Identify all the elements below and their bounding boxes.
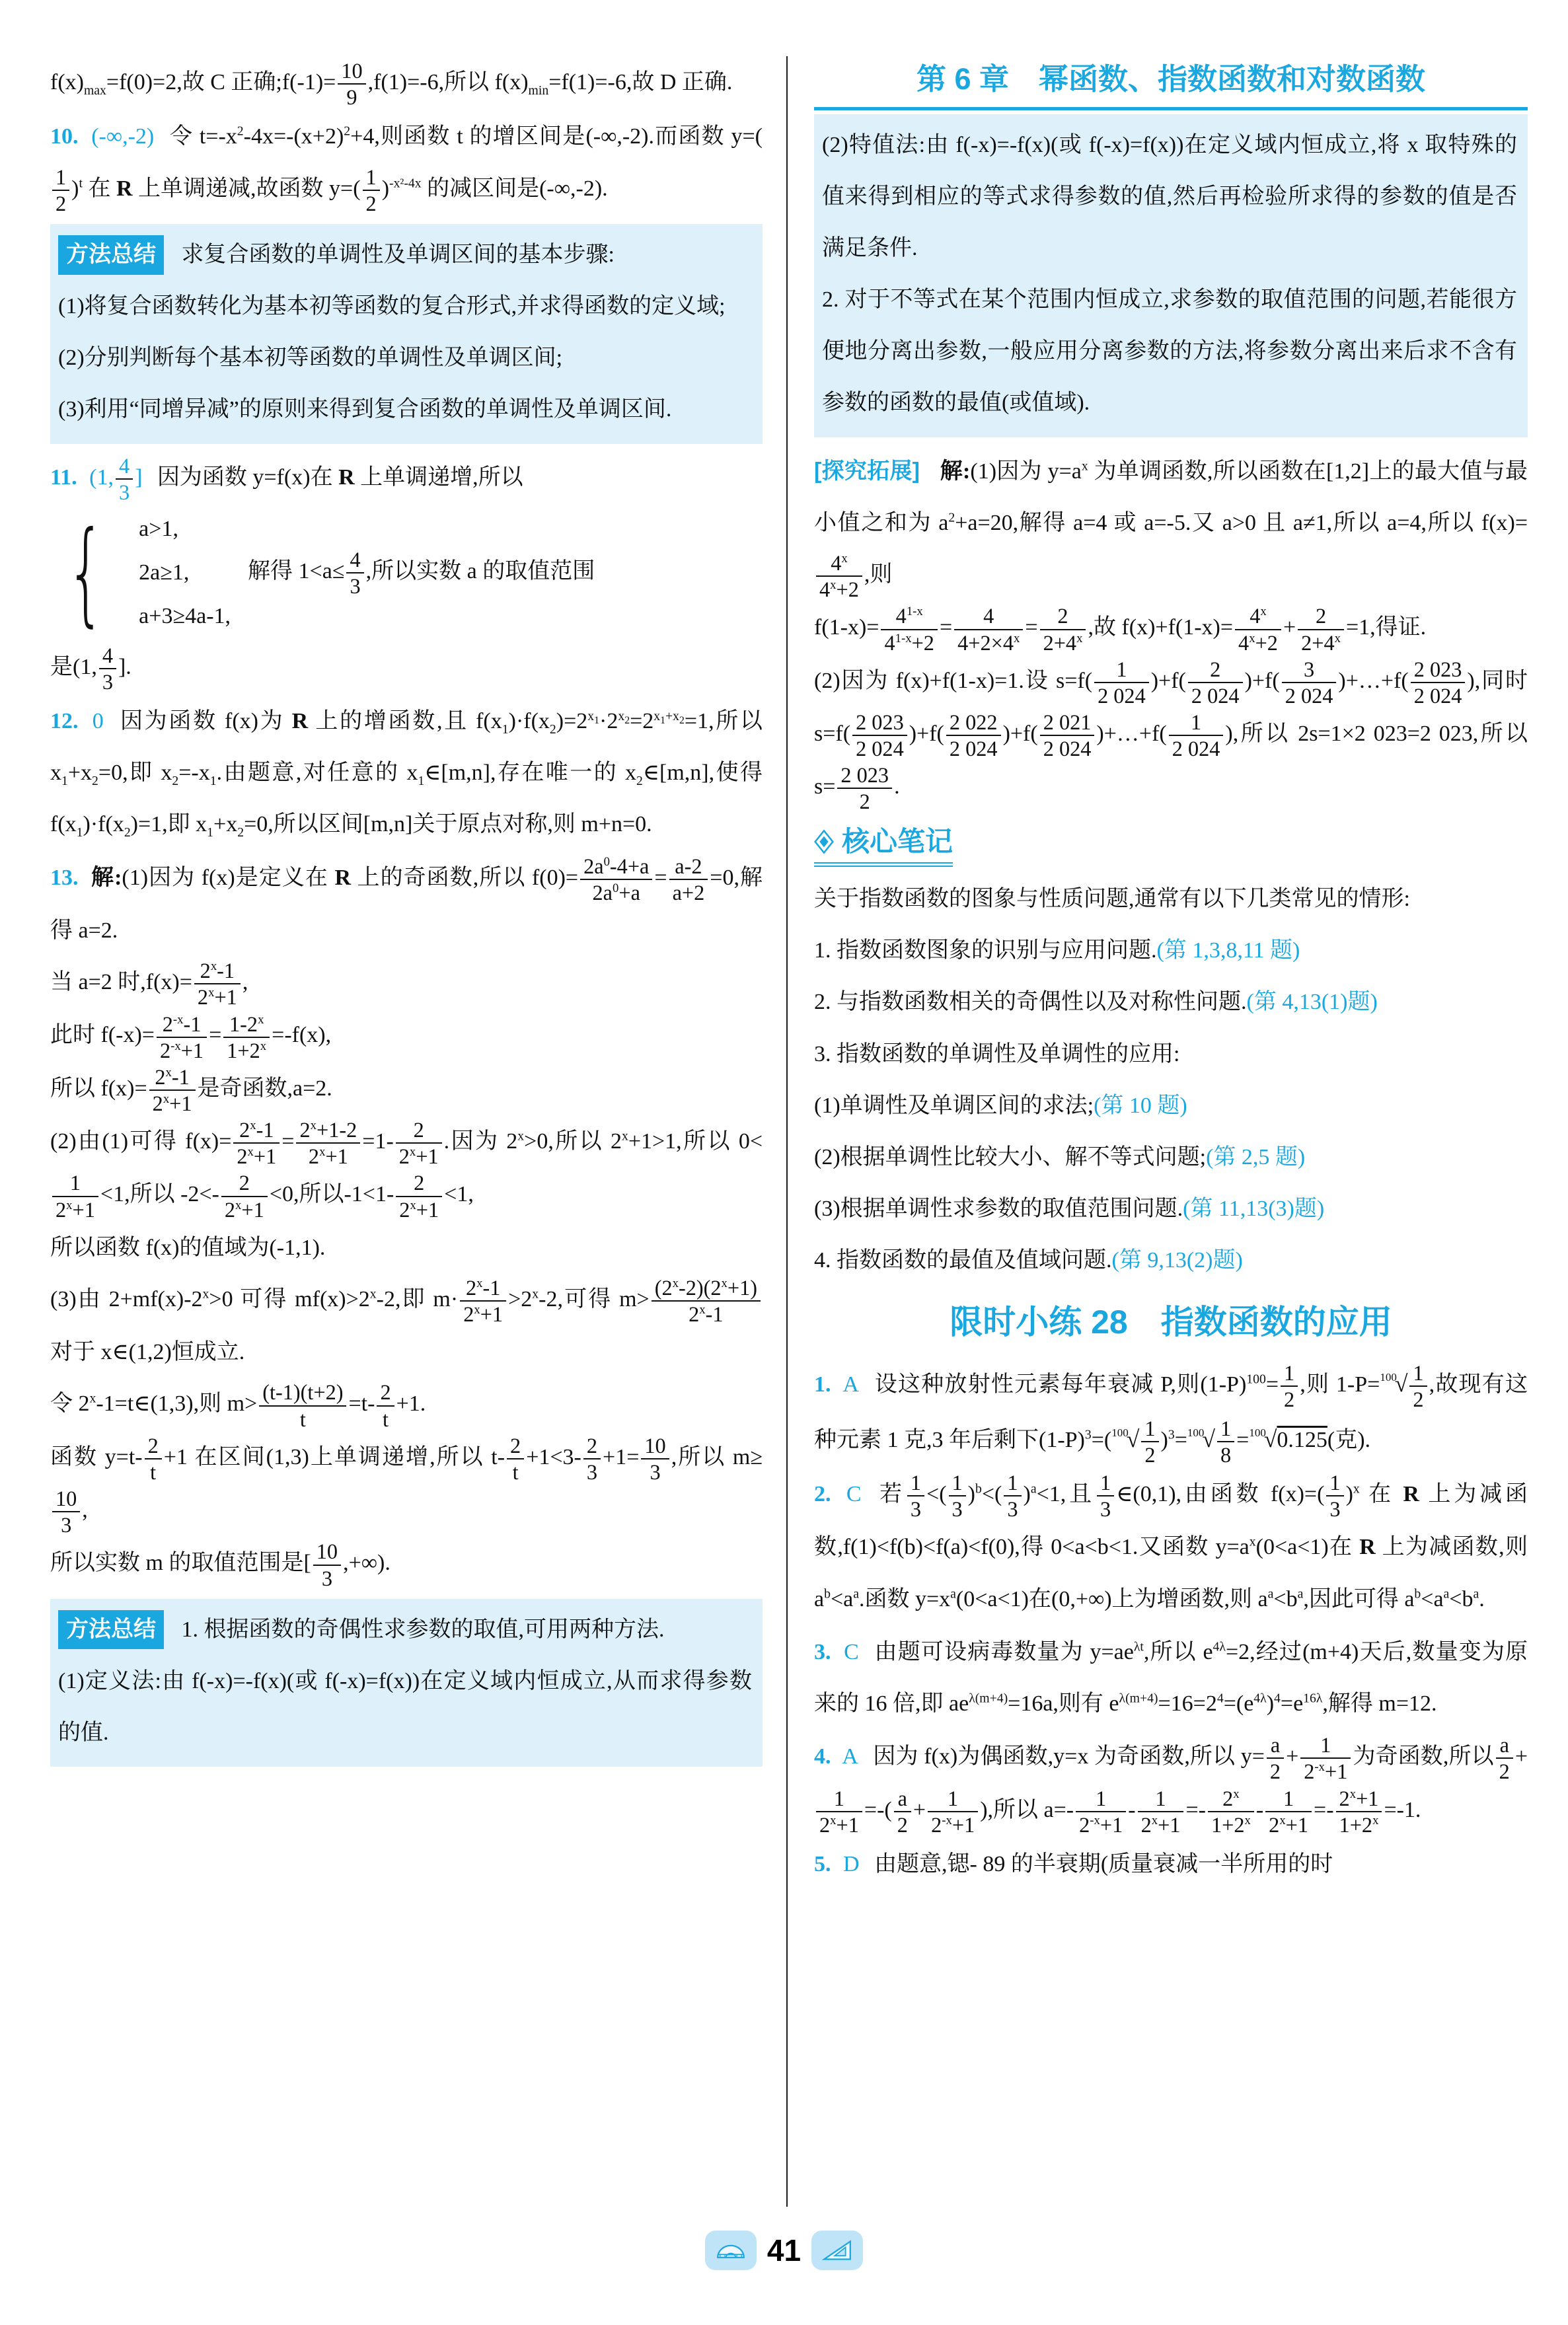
answer-value: (-∞,-2) bbox=[91, 124, 155, 149]
right-column bbox=[814, 57, 1528, 1890]
solution-text: 解:(1)因为 $y=a^x$ 为单调函数,所以函数在[1,2]上的最大值与最小值之和为 $a^2+a=20$,解得 a=4 或 a=-5.又 a>0 且 a≠1,所以 a=4,所以 f(x)= $\frac{4^x}{4^x+2}$ ,则 bbox=[814, 459, 1528, 602]
answer-item-10 bbox=[50, 111, 763, 216]
solution-text: 解:(1)因为 f(x)是定义在 R 上的奇函数,所以 f(0)= $\frac{2a^0-4+a}{2a^0+a}$ = $\frac{a-2}{a+2}$ =0,解得 a=2. bbox=[50, 854, 763, 943]
solution-text: 因为函数 f(x)为 R 上的增函数,且 $f(x_1)\cdot f(x_2)=2^{x_1}\cdot 2^{x_2}=2^{x_1+x_2}=1$,所以 $x_1+x_2=0$,即 $x_2=-x_1$.由题意,对任意的 $x_1\in[m,n]$,存在唯一的 $x_2\in[m,n]$,使得 $f(x_1)\cdot f(x_2)=1$,即 $x_1+x_2=0$,所以区间[m,n]关于原点对称,则 m+n=0. bbox=[50, 708, 763, 840]
solution-text: 所以实数 m 的取值范围是[ $\frac{10}{3}$ ,+∞). bbox=[50, 1539, 391, 1590]
summary-intro: 1. 根据函数的奇偶性求参数的取值,可用两种方法. bbox=[181, 1617, 665, 1642]
carryover-paragraph: $f(x)_{max}=f(0)=2$,故 C 正确;f(-1)= $\frac{10}{9}$ ,f(1)=-6,所以 $f(x)_{min}=f(1)=-6$,故 D 正确. bbox=[50, 59, 733, 110]
solution-text: 由题可设病毒数量为 $y=ae^{\lambda t}$,所以 $e^{4\lambda}=2$,经过(m+4)天后,数量变为原来的 16 倍,即 $ae^{\lambda(m+4)}=16a$,则有 $e^{\lambda(m+4)}=16=2^4=(e^{4\lambda})^4=e^{16\lambda}$,解得 m=12. bbox=[814, 1639, 1528, 1716]
core-note: (2)根据单调性比较大小、解不等式问题;(第 2,5 题) bbox=[814, 1144, 1306, 1169]
question-number: 3. bbox=[814, 1639, 831, 1664]
set-square-icon bbox=[811, 2231, 863, 2270]
answer-item-2 bbox=[814, 1469, 1528, 1625]
summary-step: (2)分别判断每个基本初等函数的单调性及单调区间; bbox=[58, 346, 563, 371]
explore-expand-paragraph bbox=[814, 445, 1528, 603]
answer-value: (1, $\frac{4}{3}$ ] bbox=[89, 453, 143, 504]
core-note: 3. 指数函数的单调性及单调性的应用: bbox=[814, 1041, 1180, 1066]
core-notes-intro: 关于指数函数的图象与性质问题,通常有以下几类常见的情形: bbox=[814, 887, 1410, 912]
answer-value: 0 bbox=[92, 709, 104, 734]
summary-step: 2. 对于不等式在某个范围内恒成立,求参数的取值范围的问题,若能很方便地分离出参数,一般应用分离参数的方法,将参数分离出来后求不含有参数的函数的最值(或值域). bbox=[822, 287, 1517, 416]
system-of-inequalities bbox=[50, 507, 763, 639]
solution-text: (3)由 $2+mf(x)-2^x>0$ 可得 $mf(x)>2^x-2$,即 m· $\frac{2^x-1}{2^x+1}$ $>2^x-2$,可得 m> $\frac{(2^x-2)(2^x+1)}{2^x-1}$ 对于 x∈(1,2)恒成立. bbox=[50, 1274, 763, 1379]
core-note: 2. 与指数函数相关的奇偶性以及对称性问题.(第 4,13(1)题) bbox=[814, 990, 1378, 1015]
solution-text: (2)因为 f(x)+f(1-x)=1.设 s=f( $\frac{1}{2 024}$ )+f( $\frac{2}{2 024}$ )+f( $\frac{3}{2 024}$ )+…+f( $\frac{2 023}{2 024}$ ),同时 s=f( $\frac{2 023}{2 024}$ )+f( $\frac{2 022}{2 024}$ )+f( $\frac{2 021}{2 024}$ )+…+f( $\frac{1}{2 024}$ ),所以 2s=1×2 023=2 023,所以 s= $\frac{2 023}{2}$ . bbox=[814, 657, 1528, 814]
answer-letter: A bbox=[842, 1372, 859, 1397]
drill-section-title: 限时小练 28 指数函数的应用 bbox=[950, 1303, 1392, 1341]
core-note: (1)单调性及单调区间的求法;(第 10 题) bbox=[814, 1093, 1187, 1118]
summary-step: (2)特值法:由 f(-x)=-f(x)(或 f(-x)=f(x))在定义域内恒成立,将 x 取特殊的值来得到相应的等式求得参数的值,然后再检验所求得的参数的值是否满足条件. bbox=[822, 132, 1517, 260]
question-number: 1. bbox=[814, 1372, 831, 1397]
solution-text: 若 $\frac{1}{3}$ <( $\frac{1}{3}$ )$^b$<( $\frac{1}{3}$ )$^a$<1,且 $\frac{1}{3}$ ∈(0,1),由函数 f(x)=( $\frac{1}{3}$ )$^x$ 在 R 上为减函数,f(1)<f(b)<f(a)<f(0),得 0<a<b<1.又函数 $y=a^x(0<a<1)$在 R 上为减函数,则 $a^b<a^a$.函数 $y=x^a(0<a<1)$在(0,+∞)上为增函数,则 $a^a<b^a$,因此可得 $a^b<a^a<b^a$. bbox=[814, 1471, 1528, 1611]
left-brace: { bbox=[66, 507, 106, 638]
case-line: 2a≥1, bbox=[139, 560, 190, 585]
diamond-icon bbox=[814, 829, 834, 854]
page-footer bbox=[0, 2231, 1568, 2270]
question-number: 12. bbox=[50, 709, 79, 734]
answer-letter: D bbox=[843, 1851, 860, 1876]
solution-text: 函数 y=t- $\frac{2}{t}$ +1 在区间(1,3)上单调递增,所以 t- $\frac{2}{t}$ +1<3- $\frac{2}{3}$ +1= $\frac{10}{3}$ ,所以 m≥ $\frac{10}{3}$ , bbox=[50, 1433, 763, 1537]
core-notes-header bbox=[814, 824, 953, 867]
method-summary-box bbox=[50, 1599, 763, 1767]
solution-text: 令 $2^x-1=t\in(1,3)$,则 m> $\frac{(t-1)(t+2)}{t}$ =t- $\frac{2}{t}$ +1. bbox=[50, 1380, 426, 1431]
answer-letter: C bbox=[846, 1482, 862, 1507]
case-line: a>1, bbox=[139, 516, 178, 541]
core-note: (3)根据单调性求参数的取值范围问题.(第 11,13(3)题) bbox=[814, 1197, 1325, 1222]
answer-letter: C bbox=[844, 1639, 859, 1664]
answer-item-12 bbox=[50, 696, 763, 851]
summary-step: (1)将复合函数转化为基本初等函数的复合形式,并求得函数的定义域; bbox=[58, 294, 726, 318]
answer-item-4 bbox=[814, 1731, 1528, 1837]
answer-letter: A bbox=[842, 1744, 858, 1769]
answer-item-11 bbox=[50, 452, 763, 505]
solution-text: 是(1, $\frac{4}{3}$ ]. bbox=[50, 643, 131, 694]
question-number: 5. bbox=[814, 1851, 831, 1876]
answer-item-1 bbox=[814, 1356, 1528, 1468]
summary-step: (1)定义法:由 f(-x)=-f(x)(或 f(-x)=f(x))在定义域内恒成立,从而求得参数的值. bbox=[58, 1668, 752, 1746]
solution-text: 当 a=2 时,f(x)= $\frac{2^x-1}{2^x+1}$ , bbox=[50, 959, 248, 1010]
case-line: a+3≥4a-1, bbox=[139, 604, 231, 629]
question-number: 10. bbox=[50, 124, 79, 149]
question-number: 2. bbox=[814, 1482, 831, 1507]
protractor-icon bbox=[705, 2231, 757, 2270]
core-notes-section bbox=[814, 815, 1528, 1287]
solution-text: 令 $t=-x^2-4x=-(x+2)^2+4$,则函数 t 的增区间是(-∞,-2).而函数 y=( $\frac{1}{2}$ )$^t$ 在 R 上单调递减,故函数 y=( $\frac{1}{2}$ )$^{-x^2-4x}$ 的减区间是(-∞,-2). bbox=[50, 124, 763, 200]
solution-text: f(1-x)= $\frac{4^{1-x}}{4^{1-x}+2}$ = $\frac{4}{4+2\times 4^x}$ = $\frac{2}{2+4^x}$ ,故 f(x)+f(1-x)= $\frac{4^x}{4^x+2}$ + $\frac{2}{2+4^x}$ =1,得证. bbox=[814, 604, 1427, 655]
explore-expand-badge: [探究拓展] bbox=[814, 458, 920, 484]
method-summary-box bbox=[50, 224, 763, 444]
solution-text: 所以 f(x)= $\frac{2^x-1}{2^x+1}$ 是奇函数,a=2. bbox=[50, 1064, 332, 1115]
core-note: 4. 指数函数的最值及值域问题.(第 9,13(2)题) bbox=[814, 1248, 1243, 1273]
answer-item-3 bbox=[814, 1627, 1528, 1730]
method-summary-badge: 方法总结 bbox=[58, 1610, 164, 1650]
solution-text: (2)由(1)可得 f(x)= $\frac{2^x-1}{2^x+1}$ = $\frac{2^x+1-2}{2^x+1}$ =1- $\frac{2}{2^x+1}$ .因为 $2^x>0$,所以 $2^x+1>1$,所以 0< $\frac{1}{2^x+1}$ <1,所以 -2<- $\frac{2}{2^x+1}$ <0,所以-1<1- $\frac{2}{2^x+1}$ <1, bbox=[50, 1118, 763, 1222]
solution-text: 所以函数 f(x)的值域为(-1,1). bbox=[50, 1235, 326, 1260]
solution-text: 因为函数 y=f(x)在 R 上单调递增,所以 bbox=[157, 464, 523, 490]
summary-step: (3)利用“同增异减”的原则来得到复合函数的单调性及单调区间. bbox=[58, 397, 672, 422]
column-divider bbox=[786, 56, 788, 2207]
question-number: 11. bbox=[50, 464, 77, 490]
question-number: 4. bbox=[814, 1744, 831, 1769]
solution-text: 解得 1<a≤ $\frac{4}{3}$ ,所以实数 a 的取值范围 bbox=[248, 548, 595, 599]
method-summary-badge: 方法总结 bbox=[58, 235, 164, 275]
answer-item-13 bbox=[50, 852, 763, 957]
solution-text: 由题意,锶- 89 的半衰期(质量衰减一半所用的时 bbox=[874, 1851, 1333, 1876]
summary-intro: 求复合函数的单调性及单调区间的基本步骤: bbox=[181, 242, 615, 267]
chapter-header: 第 6 章 幂函数、指数函数和对数函数 bbox=[814, 57, 1528, 110]
method-summary-box-continued bbox=[814, 114, 1528, 437]
core-notes-title: 核心笔记 bbox=[842, 825, 953, 857]
solution-text: 此时 f(-x)= $\frac{2^{-x}-1}{2^{-x}+1}$ = $\frac{1-2^x}{1+2^x}$ =-f(x), bbox=[50, 1012, 332, 1062]
left-column bbox=[50, 57, 763, 1775]
core-note: 1. 指数函数图象的识别与应用问题.(第 1,3,8,11 题) bbox=[814, 938, 1300, 963]
page-number: 41 bbox=[766, 2233, 802, 2268]
solution-text: 设这种放射性元素每年衰减 P,则$(1-P)^{100}=$ $\frac{1}{2}$ ,则 1-P=$^{100}$√ $\frac{1}{2}$ ,故现有这种元素 1 克,3 年后剩下$(1-P)^3=(^{100}√$ $\frac{1}{2}$ )$^3$=$^{100}$√ $\frac{1}{8}$ =$^{100}$√0.125(克). bbox=[814, 1360, 1528, 1467]
question-number: 13. bbox=[50, 865, 79, 890]
solution-text: 因为 f(x)为偶函数,y=x 为奇函数,所以 y= $\frac{a}{2}$ + $\frac{1}{2^{-x}+1}$ 为奇函数,所以 $\frac{a}{2}$ + $\frac{1}{2^x+1}$ =-( $\frac{a}{2}$ + $\frac{1}{2^{-x}+1}$ ),所以 a=- $\frac{1}{2^{-x}+1}$ - $\frac{1}{2^x+1}$ =- $\frac{2^x}{1+2^x}$ - $\frac{1}{2^x+1}$ =- $\frac{2^x+1}{1+2^x}$ =-1. bbox=[814, 1744, 1528, 1822]
answer-item-5 bbox=[814, 1839, 1528, 1890]
